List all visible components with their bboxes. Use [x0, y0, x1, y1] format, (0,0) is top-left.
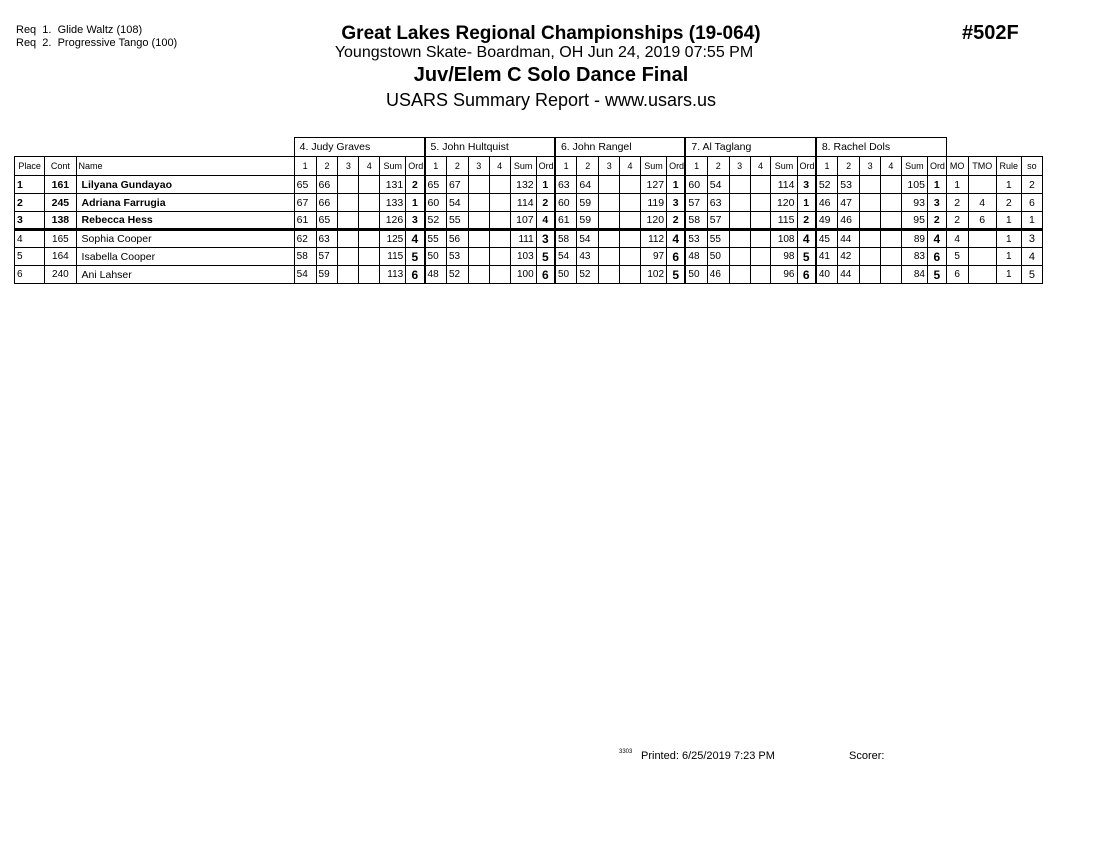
score-1-cell: 57 [685, 194, 707, 212]
place-cell: 1 [15, 176, 45, 194]
column-header-place: Place [15, 157, 45, 176]
sum-cell: 114 [510, 194, 536, 212]
score-1-cell: 40 [816, 266, 838, 284]
score-1-cell: 58 [294, 248, 316, 266]
mo-cell: 2 [946, 194, 968, 212]
column-header-rule: Rule [996, 157, 1021, 176]
score-4-cell [750, 248, 771, 266]
column-header-j1: 1 [425, 157, 447, 176]
sum-cell: 115 [771, 212, 797, 230]
sum-cell: 93 [901, 194, 927, 212]
score-2-cell: 65 [316, 212, 338, 230]
column-header-j2: 2 [838, 157, 860, 176]
score-2-cell: 46 [707, 266, 729, 284]
score-3-cell [468, 176, 489, 194]
score-3-cell [338, 212, 359, 230]
score-2-cell: 59 [316, 266, 338, 284]
score-1-cell: 65 [294, 176, 316, 194]
column-header-j3: 3 [860, 157, 881, 176]
ordinal-cell: 1 [536, 176, 555, 194]
judge-header-spacer [15, 138, 295, 157]
so-cell: 1 [1021, 212, 1042, 230]
so-cell: 6 [1021, 194, 1042, 212]
mo-cell: 4 [946, 230, 968, 248]
sum-cell: 115 [380, 248, 406, 266]
ordinal-cell: 2 [406, 176, 425, 194]
score-3-cell [338, 194, 359, 212]
score-1-cell: 63 [555, 176, 577, 194]
column-header-j4: 4 [489, 157, 510, 176]
column-header-j4: 4 [881, 157, 902, 176]
column-header-row [15, 157, 1043, 176]
column-header-mo: MO [946, 157, 968, 176]
score-4-cell [489, 230, 510, 248]
score-4-cell [620, 194, 641, 212]
sum-cell: 119 [640, 194, 666, 212]
rule-cell: 2 [996, 194, 1021, 212]
score-1-cell: 53 [685, 230, 707, 248]
score-1-cell: 50 [685, 266, 707, 284]
score-1-cell: 55 [425, 230, 447, 248]
ordinal-cell: 2 [927, 212, 946, 230]
score-4-cell [489, 266, 510, 284]
column-header-name: Name [76, 157, 294, 176]
score-2-cell: 42 [838, 248, 860, 266]
score-4-cell [750, 230, 771, 248]
judge-header-spacer [946, 138, 1042, 157]
rule-cell: 1 [996, 248, 1021, 266]
contestant-number-cell: 245 [45, 194, 76, 212]
score-2-cell: 66 [316, 176, 338, 194]
table-row [15, 230, 1043, 248]
column-header-ord: Ord [536, 157, 555, 176]
rule-cell: 1 [996, 266, 1021, 284]
sum-cell: 133 [380, 194, 406, 212]
column-header-ord: Ord [927, 157, 946, 176]
score-3-cell [338, 266, 359, 284]
score-3-cell [468, 194, 489, 212]
judge-name: 4. Judy Graves [294, 138, 424, 157]
column-header-j3: 3 [338, 157, 359, 176]
score-3-cell [729, 266, 750, 284]
score-2-cell: 54 [577, 230, 599, 248]
score-4-cell [881, 248, 902, 266]
tmo-cell [968, 230, 996, 248]
ordinal-cell: 5 [536, 248, 555, 266]
skater-name-cell: Rebecca Hess [76, 212, 294, 230]
table-row [15, 212, 1043, 230]
score-1-cell: 50 [425, 248, 447, 266]
place-cell: 6 [15, 266, 45, 284]
ordinal-cell: 4 [406, 230, 425, 248]
mo-cell: 2 [946, 212, 968, 230]
score-2-cell: 57 [707, 212, 729, 230]
score-1-cell: 52 [425, 212, 447, 230]
score-4-cell [750, 176, 771, 194]
score-1-cell: 41 [816, 248, 838, 266]
score-1-cell: 45 [816, 230, 838, 248]
rule-cell: 1 [996, 212, 1021, 230]
score-4-cell [881, 212, 902, 230]
sum-cell: 108 [771, 230, 797, 248]
score-2-cell: 53 [838, 176, 860, 194]
column-header-j3: 3 [729, 157, 750, 176]
score-4-cell [620, 230, 641, 248]
score-4-cell [750, 212, 771, 230]
column-header-ord: Ord [797, 157, 816, 176]
table-row [15, 266, 1043, 284]
column-header-j4: 4 [750, 157, 771, 176]
score-4-cell [881, 230, 902, 248]
judge-name: 8. Rachel Dols [816, 138, 946, 157]
place-cell: 4 [15, 230, 45, 248]
contestant-number-cell: 240 [45, 266, 76, 284]
column-header-so: so [1021, 157, 1042, 176]
printed-timestamp: Printed: 6/25/2019 7:23 PM [641, 750, 775, 762]
rule-cell: 1 [996, 230, 1021, 248]
skater-name-cell: Sophia Cooper [76, 230, 294, 248]
ordinal-cell: 6 [406, 266, 425, 284]
score-1-cell: 61 [555, 212, 577, 230]
score-1-cell: 65 [425, 176, 447, 194]
ordinal-cell: 5 [406, 248, 425, 266]
so-cell: 3 [1021, 230, 1042, 248]
score-1-cell: 60 [425, 194, 447, 212]
tmo-cell: 4 [968, 194, 996, 212]
ordinal-cell: 5 [667, 266, 686, 284]
score-2-cell: 55 [707, 230, 729, 248]
score-3-cell [729, 212, 750, 230]
score-1-cell: 48 [685, 248, 707, 266]
sum-cell: 96 [771, 266, 797, 284]
ordinal-cell: 5 [927, 266, 946, 284]
score-4-cell [359, 194, 380, 212]
score-3-cell [729, 248, 750, 266]
judge-name: 5. John Hultquist [425, 138, 555, 157]
ordinal-cell: 6 [536, 266, 555, 284]
score-2-cell: 57 [316, 248, 338, 266]
score-4-cell [881, 266, 902, 284]
print-code: 3303 [619, 749, 633, 755]
sum-cell: 95 [901, 212, 927, 230]
sum-cell: 120 [640, 212, 666, 230]
score-4-cell [489, 194, 510, 212]
score-4-cell [620, 176, 641, 194]
score-1-cell: 58 [685, 212, 707, 230]
score-2-cell: 64 [577, 176, 599, 194]
score-4-cell [359, 266, 380, 284]
sum-cell: 105 [901, 176, 927, 194]
column-header-j4: 4 [359, 157, 380, 176]
score-2-cell: 52 [446, 266, 468, 284]
mo-cell: 6 [946, 266, 968, 284]
score-1-cell: 60 [685, 176, 707, 194]
score-2-cell: 54 [707, 176, 729, 194]
ordinal-cell: 1 [667, 176, 686, 194]
column-header-tmo: TMO [968, 157, 996, 176]
mo-cell: 5 [946, 248, 968, 266]
score-3-cell [860, 248, 881, 266]
score-3-cell [860, 266, 881, 284]
column-header-j1: 1 [294, 157, 316, 176]
ordinal-cell: 2 [797, 212, 816, 230]
score-4-cell [881, 194, 902, 212]
score-3-cell [860, 212, 881, 230]
column-header-cont: Cont [45, 157, 76, 176]
sum-cell: 112 [640, 230, 666, 248]
judge-name: 7. Al Taglang [685, 138, 815, 157]
so-cell: 5 [1021, 266, 1042, 284]
score-2-cell: 43 [577, 248, 599, 266]
skater-name-cell: Ani Lahser [76, 266, 294, 284]
column-header-j2: 2 [316, 157, 338, 176]
score-1-cell: 48 [425, 266, 447, 284]
sum-cell: 102 [640, 266, 666, 284]
score-2-cell: 63 [316, 230, 338, 248]
contestant-number-cell: 161 [45, 176, 76, 194]
score-2-cell: 54 [446, 194, 468, 212]
table-row [15, 194, 1043, 212]
score-3-cell [338, 230, 359, 248]
ordinal-cell: 6 [797, 266, 816, 284]
score-1-cell: 58 [555, 230, 577, 248]
score-3-cell [729, 176, 750, 194]
ordinal-cell: 1 [406, 194, 425, 212]
score-3-cell [599, 266, 620, 284]
score-1-cell: 61 [294, 212, 316, 230]
score-3-cell [860, 176, 881, 194]
sum-cell: 120 [771, 194, 797, 212]
so-cell: 2 [1021, 176, 1042, 194]
ordinal-cell: 3 [667, 194, 686, 212]
score-4-cell [359, 212, 380, 230]
score-3-cell [468, 212, 489, 230]
score-3-cell [468, 230, 489, 248]
table-row [15, 248, 1043, 266]
sum-cell: 100 [510, 266, 536, 284]
tmo-cell [968, 248, 996, 266]
score-2-cell: 44 [838, 230, 860, 248]
score-3-cell [468, 266, 489, 284]
requirement-item: Req 2. Progressive Tango (100) [16, 37, 178, 49]
score-4-cell [359, 176, 380, 194]
mo-cell: 1 [946, 176, 968, 194]
score-2-cell: 47 [838, 194, 860, 212]
ordinal-cell: 3 [797, 176, 816, 194]
score-3-cell [599, 194, 620, 212]
score-2-cell: 55 [446, 212, 468, 230]
column-header-j1: 1 [816, 157, 838, 176]
contestant-number-cell: 164 [45, 248, 76, 266]
score-2-cell: 66 [316, 194, 338, 212]
column-header-j3: 3 [599, 157, 620, 176]
ordinal-cell: 2 [536, 194, 555, 212]
ordinal-cell: 5 [797, 248, 816, 266]
score-3-cell [860, 230, 881, 248]
score-1-cell: 60 [555, 194, 577, 212]
score-4-cell [489, 248, 510, 266]
sum-cell: 126 [380, 212, 406, 230]
score-4-cell [620, 266, 641, 284]
sum-cell: 89 [901, 230, 927, 248]
column-header-sum: Sum [640, 157, 666, 176]
ordinal-cell: 4 [536, 212, 555, 230]
skater-name-cell: Isabella Cooper [76, 248, 294, 266]
score-3-cell [468, 248, 489, 266]
ordinal-cell: 1 [927, 176, 946, 194]
score-2-cell: 67 [446, 176, 468, 194]
score-1-cell: 50 [555, 266, 577, 284]
ordinal-cell: 3 [406, 212, 425, 230]
tmo-cell: 6 [968, 212, 996, 230]
score-1-cell: 54 [555, 248, 577, 266]
score-2-cell: 46 [838, 212, 860, 230]
ordinal-cell: 4 [927, 230, 946, 248]
score-4-cell [489, 212, 510, 230]
score-2-cell: 59 [577, 194, 599, 212]
column-header-ord: Ord [667, 157, 686, 176]
ordinal-cell: 2 [667, 212, 686, 230]
score-3-cell [599, 248, 620, 266]
contestant-number-cell: 138 [45, 212, 76, 230]
score-4-cell [750, 194, 771, 212]
sum-cell: 125 [380, 230, 406, 248]
event-code: #502F [962, 22, 1019, 44]
scorer-label: Scorer: [849, 750, 885, 762]
ordinal-cell: 4 [667, 230, 686, 248]
column-header-j1: 1 [555, 157, 577, 176]
score-4-cell [359, 230, 380, 248]
sum-cell: 132 [510, 176, 536, 194]
results-table [14, 137, 1043, 284]
score-2-cell: 52 [577, 266, 599, 284]
sum-cell: 127 [640, 176, 666, 194]
sum-cell: 97 [640, 248, 666, 266]
score-2-cell: 59 [577, 212, 599, 230]
report-title: Great Lakes Regional Championships (19-064) [341, 23, 761, 44]
score-3-cell [860, 194, 881, 212]
judge-header-row [15, 138, 1043, 157]
sum-cell: 107 [510, 212, 536, 230]
score-1-cell: 54 [294, 266, 316, 284]
score-3-cell [338, 176, 359, 194]
tmo-cell [968, 176, 996, 194]
requirement-item: Req 1. Glide Waltz (108) [16, 24, 143, 36]
column-header-j3: 3 [468, 157, 489, 176]
ordinal-cell: 4 [797, 230, 816, 248]
event-name: Juv/Elem C Solo Dance Final [413, 64, 689, 86]
contestant-number-cell: 165 [45, 230, 76, 248]
place-cell: 3 [15, 212, 45, 230]
score-2-cell: 63 [707, 194, 729, 212]
column-header-sum: Sum [380, 157, 406, 176]
ordinal-cell: 3 [536, 230, 555, 248]
so-cell: 4 [1021, 248, 1042, 266]
report-type: USARS Summary Report - www.usars.us [385, 90, 717, 110]
score-4-cell [881, 176, 902, 194]
sum-cell: 114 [771, 176, 797, 194]
score-2-cell: 50 [707, 248, 729, 266]
sum-cell: 83 [901, 248, 927, 266]
score-2-cell: 53 [446, 248, 468, 266]
column-header-sum: Sum [510, 157, 536, 176]
place-cell: 2 [15, 194, 45, 212]
ordinal-cell: 3 [927, 194, 946, 212]
column-header-ord: Ord [406, 157, 425, 176]
column-header-j4: 4 [620, 157, 641, 176]
score-1-cell: 46 [816, 194, 838, 212]
column-header-j2: 2 [446, 157, 468, 176]
column-header-j2: 2 [577, 157, 599, 176]
score-1-cell: 67 [294, 194, 316, 212]
score-4-cell [620, 248, 641, 266]
score-1-cell: 49 [816, 212, 838, 230]
score-3-cell [599, 212, 620, 230]
score-1-cell: 52 [816, 176, 838, 194]
sum-cell: 84 [901, 266, 927, 284]
column-header-j1: 1 [685, 157, 707, 176]
score-3-cell [729, 194, 750, 212]
rule-cell: 1 [996, 176, 1021, 194]
score-4-cell [489, 176, 510, 194]
score-4-cell [750, 266, 771, 284]
score-4-cell [359, 248, 380, 266]
column-header-j2: 2 [707, 157, 729, 176]
ordinal-cell: 1 [797, 194, 816, 212]
score-3-cell [729, 230, 750, 248]
ordinal-cell: 6 [927, 248, 946, 266]
sum-cell: 131 [380, 176, 406, 194]
sum-cell: 103 [510, 248, 536, 266]
place-cell: 5 [15, 248, 45, 266]
score-2-cell: 56 [446, 230, 468, 248]
score-1-cell: 62 [294, 230, 316, 248]
skater-name-cell: Lilyana Gundayao [76, 176, 294, 194]
tmo-cell [968, 266, 996, 284]
sum-cell: 113 [380, 266, 406, 284]
column-header-sum: Sum [771, 157, 797, 176]
venue-datetime: Youngstown Skate- Boardman, OH Jun 24, 2019 07:55 PM [334, 44, 754, 61]
sum-cell: 98 [771, 248, 797, 266]
score-3-cell [599, 176, 620, 194]
skater-name-cell: Adriana Farrugia [76, 194, 294, 212]
score-3-cell [338, 248, 359, 266]
judge-name: 6. John Rangel [555, 138, 685, 157]
score-4-cell [620, 212, 641, 230]
table-row [15, 176, 1043, 194]
column-header-sum: Sum [901, 157, 927, 176]
ordinal-cell: 6 [667, 248, 686, 266]
score-2-cell: 44 [838, 266, 860, 284]
sum-cell: 111 [510, 230, 536, 248]
score-3-cell [599, 230, 620, 248]
